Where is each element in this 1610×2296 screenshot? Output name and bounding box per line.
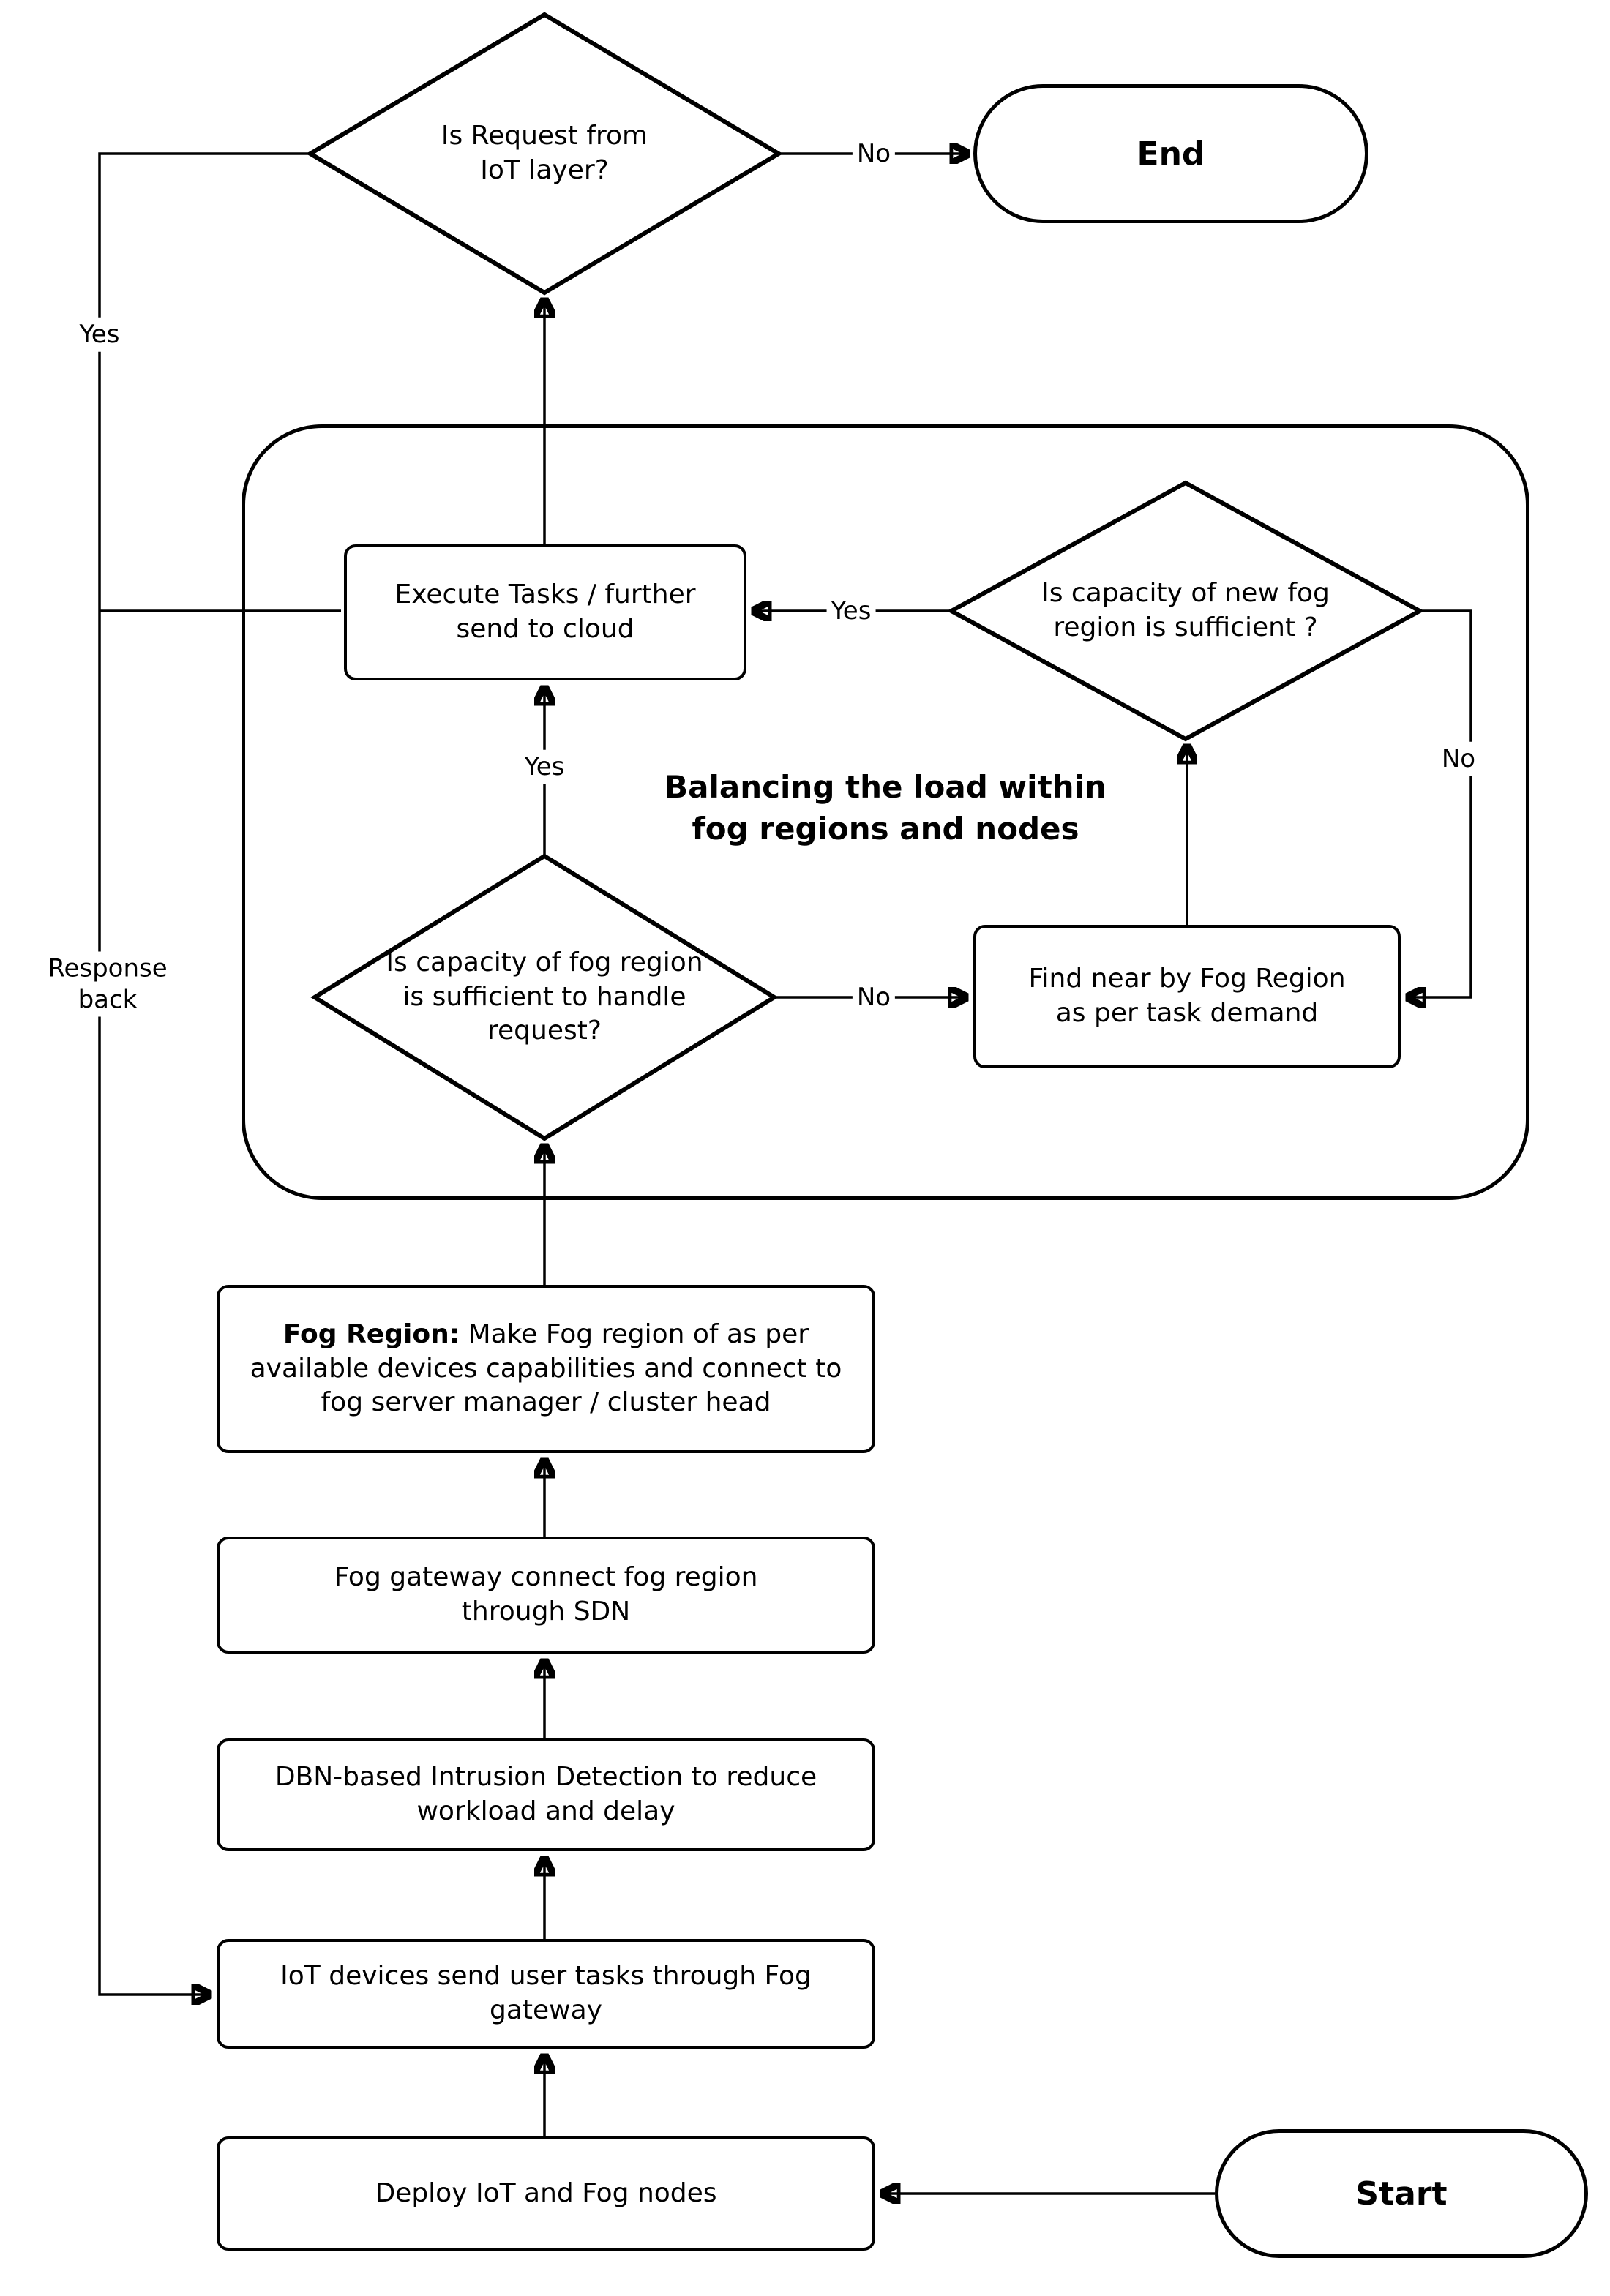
- node-deploy-label: Deploy IoT and Fog nodes: [375, 2177, 717, 2208]
- decision-fogcapacity-check-label: Is capacity of fog region is sufficient to handle request?: [386, 947, 703, 1046]
- load-balancing-container-title: Balancing the load within fog regions and nodes: [664, 769, 1107, 847]
- node-fog-region-body: Make Fog region of as per available devices capabilities and connect to fog server manager / cluster head: [250, 1318, 842, 1418]
- edge-label-fogcapacity-no: No: [853, 980, 895, 1015]
- decision-newfog-check-label-box: [1017, 538, 1354, 684]
- edge-label-newfog-no: No: [1437, 742, 1480, 776]
- node-execute-tasks: [344, 544, 746, 680]
- node-dbn-intrusion-detection-label: DBN-based Intrusion Detection to reduce workload and delay: [274, 1762, 817, 1826]
- node-fog-region-lead: Fog Region:: [282, 1318, 460, 1349]
- node-fog-region: [217, 1285, 875, 1453]
- node-fog-gateway: [217, 1537, 875, 1654]
- decision-request-check-label: Is Request from IoT layer?: [441, 121, 648, 185]
- edge-label-request-no: No: [853, 137, 895, 171]
- node-start-label: Start: [1355, 2175, 1448, 2213]
- edge-label-newfog-yes: Yes: [827, 594, 876, 629]
- node-end: [973, 84, 1368, 223]
- node-fog-region-label: [228, 1318, 864, 1420]
- decision-request-check-label-box: [413, 80, 676, 227]
- node-iot-devices-label: IoT devices send user tasks through Fog gateway: [280, 1961, 812, 2025]
- edge-label-request-yes: Yes: [75, 318, 124, 352]
- node-find-fog-region-label: Find near by Fog Region as per task demand: [1028, 964, 1346, 1028]
- node-iot-devices: [217, 1939, 875, 2049]
- node-end-label: End: [1137, 135, 1205, 173]
- node-find-fog-region: [973, 925, 1401, 1068]
- node-execute-tasks-label: Execute Tasks / further send to cloud: [394, 579, 696, 644]
- node-dbn-intrusion-detection: [217, 1738, 875, 1851]
- decision-fogcapacity-check-label-box: [369, 918, 720, 1076]
- edge-label-response-back: Response back: [34, 952, 181, 1017]
- edge-label-fogcapacity-yes: Yes: [520, 750, 569, 784]
- node-deploy: [217, 2136, 875, 2251]
- node-fog-gateway-label: Fog gateway connect fog region through SDN: [334, 1562, 758, 1627]
- decision-newfog-check-label: Is capacity of new fog region is sufficient ?: [1041, 578, 1330, 642]
- node-start: [1215, 2129, 1588, 2258]
